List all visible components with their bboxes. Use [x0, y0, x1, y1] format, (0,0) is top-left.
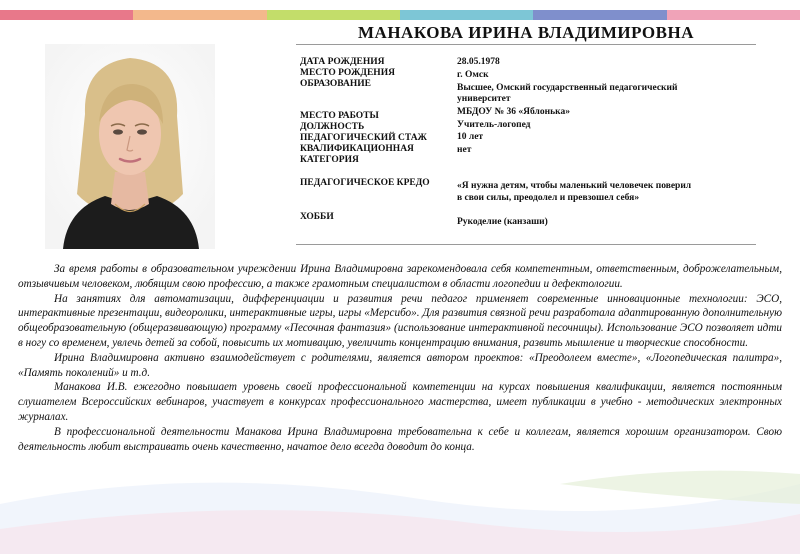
- biography-paragraph: В профессиональной деятельности Манакова Ирина Владимировна требовательна к себе и коллегам, является хорошим организатором. Свою деятельность любит выстраивать очень качественно, начатое дело всегда доводит до конца.: [18, 425, 782, 453]
- workplace-value: МБДОУ № 36 «Яблонька»: [457, 107, 570, 117]
- category-label-line2: КАТЕГОРИЯ: [300, 155, 359, 165]
- birth-place-value: г. Омск: [457, 70, 489, 80]
- experience-value: 10 лет: [457, 132, 484, 142]
- workplace-label: МЕСТО РАБОТЫ: [300, 111, 379, 121]
- education-value-line2: университет: [457, 94, 511, 104]
- biography-text: [18, 262, 782, 454]
- education-label: ОБРАЗОВАНИЕ: [300, 79, 371, 89]
- birth-place-label: МЕСТО РОЖДЕНИЯ: [300, 68, 395, 78]
- portrait-photo: [45, 44, 215, 249]
- top-color-bar: [0, 10, 800, 20]
- birth-date-value: 28.05.1978: [457, 57, 500, 67]
- hobby-value: Рукоделие (канзаши): [457, 217, 548, 227]
- credo-label: ПЕДАГОГИЧЕСКОЕ КРЕДО: [300, 178, 430, 188]
- position-label: ДОЛЖНОСТЬ: [300, 122, 365, 132]
- biography-paragraph: Манакова И.В. ежегодно повышает уровень своей профессиональной компетенции на курсах повышения квалификации, является постоянным слушателем Всероссийских вебинаров, участвует в конкурсах профессионального мастерства, имеет публикации в учебно - методических электронных журналах.: [18, 381, 782, 423]
- category-value: нет: [457, 145, 472, 155]
- color-segment: [667, 10, 800, 20]
- title-divider: [296, 44, 756, 45]
- color-segment: [400, 10, 533, 20]
- color-segment: [0, 10, 133, 20]
- color-segment: [133, 10, 266, 20]
- credo-value-line2: в свои силы, преодолел и превзошел себя»: [457, 193, 640, 203]
- education-value-line1: Высшее, Омский государственный педагогический: [457, 83, 678, 93]
- color-segment: [533, 10, 666, 20]
- page-title: МАНАКОВА ИРИНА ВЛАДИМИРОВНА: [358, 23, 694, 42]
- biography-paragraph: На занятиях для автоматизации, дифференциации и развития речи педагог применяет современные инновационные технологии: ЭСО, интерактивные презентации, видеоролики, интерактивные игры, игры «Мерсибо». Для развития связной речи разработала адаптированную дополнительную общеобразовательную (общеразвивающую) программу «Песочная фантазия» (использование интерактивной песочницы). Использование ЭСО позволяет идти в ногу со временем, увлечь детей за собой, повысить их мотивацию, увеличить концентрацию внимания, развить мышление и творческие способности.: [18, 292, 782, 349]
- color-segment: [267, 10, 400, 20]
- hobby-label: ХОББИ: [300, 212, 334, 222]
- experience-label: ПЕДАГОГИЧЕСКИЙ СТАЖ: [300, 133, 427, 143]
- decorative-wave: [0, 444, 800, 554]
- position-value: Учитель-логопед: [457, 120, 531, 130]
- category-label-line1: КВАЛИФИКАЦИОННАЯ: [300, 144, 414, 154]
- profile-bottom-divider: [296, 244, 756, 245]
- biography-paragraph: Ирина Владимировна активно взаимодействует с родителями, является автором проектов: «Преодолеем вместе», «Логопедическая палитра», «Память поколений» и т.д.: [18, 351, 782, 379]
- credo-value-line1: «Я нужна детям, чтобы маленький человечек поверил: [457, 181, 692, 191]
- biography-paragraph: За время работы в образовательном учреждении Ирина Владимировна зарекомендовала себя компетентным, ответственным, доброжелательным, отзывчивым человеком, любящим свою профессию, а также грамотным специалистом в области логопедии и дефектологии.: [18, 263, 782, 290]
- birth-date-label: ДАТА РОЖДЕНИЯ: [300, 57, 385, 67]
